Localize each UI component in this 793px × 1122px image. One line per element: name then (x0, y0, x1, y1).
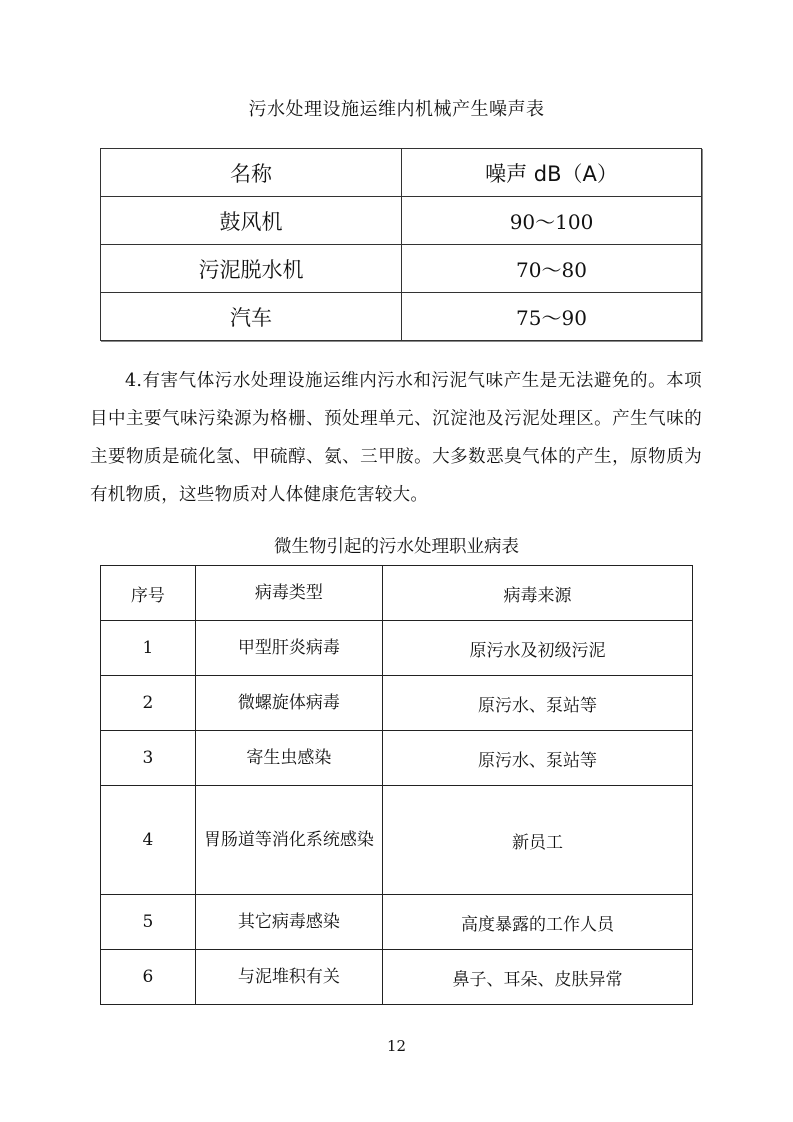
row-type: 胃肠道等消化系统感染 (195, 786, 382, 895)
page-number: 12 (386, 1037, 407, 1055)
machine-name: 汽车 (101, 293, 402, 341)
body-paragraph: 4.有害气体污水处理设施运维内污水和污泥气味产生是无法避免的。本项目中主要气味污染源为格栅、预处理单元、沉淀池及污泥处理区。产生气味的主要物质是硫化氢、甲硫醇、氨、三甲胺。大多数恶臭气体的产生，原物质为有机物质，这些物质对人体健康危害较大。 (90, 371, 702, 505)
header-name: 名称 (101, 149, 402, 197)
header-noise: 噪声 dB（A） (402, 149, 702, 197)
disease-table-title: 微生物引起的污水处理职业病表 (274, 537, 519, 557)
noise-value: 70～80 (402, 245, 702, 293)
row-no: 2 (101, 676, 196, 731)
noise-table (100, 148, 702, 341)
row-no: 5 (101, 895, 196, 950)
table-row (101, 676, 693, 731)
header-no: 序号 (101, 566, 196, 621)
row-source: 原污水、泵站等 (383, 676, 693, 731)
row-type: 甲型肝炎病毒 (195, 621, 382, 676)
row-source: 新员工 (383, 786, 693, 895)
table-row (101, 197, 702, 245)
header-type: 病毒类型 (195, 566, 382, 621)
table-row (101, 731, 693, 786)
noise-value: 75～90 (402, 293, 702, 341)
noise-value: 90～100 (402, 197, 702, 245)
machine-name: 鼓风机 (101, 197, 402, 245)
table-row (101, 950, 693, 1005)
row-no: 1 (101, 621, 196, 676)
row-no: 6 (101, 950, 196, 1005)
noise-table-title: 污水处理设施运维内机械产生噪声表 (248, 99, 545, 120)
row-no: 3 (101, 731, 196, 786)
row-source: 原污水及初级污泥 (383, 621, 693, 676)
row-type: 与泥堆积有关 (195, 950, 382, 1005)
row-source: 高度暴露的工作人员 (383, 895, 693, 950)
machine-name: 污泥脱水机 (101, 245, 402, 293)
table-row (101, 293, 702, 341)
row-type: 微螺旋体病毒 (195, 676, 382, 731)
table-row (101, 786, 693, 895)
row-type: 寄生虫感染 (195, 731, 382, 786)
header-source: 病毒来源 (383, 566, 693, 621)
disease-table (100, 565, 693, 1005)
table-header-row (101, 149, 702, 197)
table-row (101, 895, 693, 950)
table-row (101, 621, 693, 676)
table-row (101, 245, 702, 293)
row-source: 鼻子、耳朵、皮肤异常 (383, 950, 693, 1005)
table-header-row (101, 566, 693, 621)
row-source: 原污水、泵站等 (383, 731, 693, 786)
row-no: 4 (101, 786, 196, 895)
row-type: 其它病毒感染 (195, 895, 382, 950)
